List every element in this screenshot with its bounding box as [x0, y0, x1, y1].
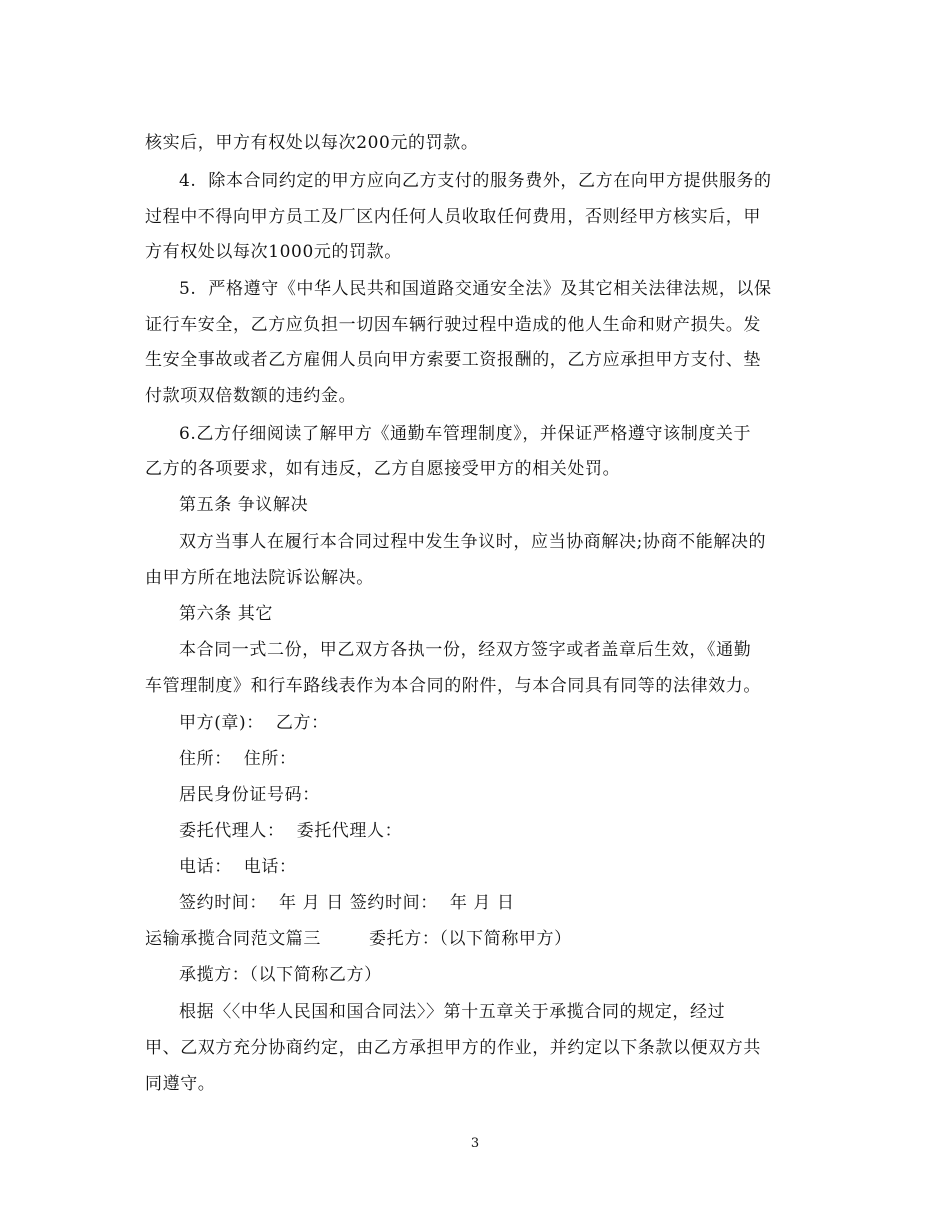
- text-line: 本合同一式二份，甲乙双方各执一份，经双方签字或者盖章后生效，《通勤: [179, 640, 752, 660]
- section-title: 运输承揽合同范文篇三 委托方：（以下简称甲方）: [145, 929, 572, 949]
- text-line: 双方当事人在履行本合同过程中发生争议时，应当协商解决;协商不能解决的: [179, 532, 767, 552]
- text-line: 车管理制度》和行车路线表作为本合同的附件，与本合同具有同等的法律效力。: [145, 676, 761, 696]
- text-line: 乙方的各项要求，如有违反，乙方自愿接受甲方的相关处罚。: [145, 459, 621, 479]
- text-line: 承揽方：（以下简称乙方）: [179, 965, 382, 985]
- text-line: 过程中不得向甲方员工及厂区内任何人员收取任何费用，否则经甲方核实后，甲: [145, 207, 761, 227]
- signature-field: 委托代理人： 委托代理人：: [179, 821, 403, 841]
- signature-field: 甲方(章)： 乙方：: [179, 713, 329, 733]
- signature-field: 签约时间： 年 月 日 签约时间： 年 月 日: [179, 893, 515, 913]
- section-heading: 第六条 其它: [179, 604, 274, 624]
- text-line: 甲、乙双方充分协商约定，由乙方承担甲方的作业，并约定以下条款以便双方共: [145, 1038, 761, 1058]
- text-line: 6.乙方仔细阅读了解甲方《通勤车管理制度》，并保证严格遵守该制度关于: [179, 424, 752, 444]
- text-line: 付款项双倍数额的违约金。: [145, 386, 357, 406]
- page-number: 3: [470, 1136, 480, 1151]
- text-line: 同遵守。: [145, 1074, 216, 1094]
- text-line: 4. 除本合同约定的甲方应向乙方支付的服务费外，乙方在向甲方提供服务的: [179, 171, 772, 191]
- text-line: 5. 严格遵守《中华人民共和国道路交通安全法》及其它相关法律法规，以保: [179, 279, 772, 299]
- text-line: 生安全事故或者乙方雇佣人员向甲方索要工资报酬的，乙方应承担甲方支付、垫: [145, 350, 761, 370]
- text-line: 方有权处以每次1000元的罚款。: [145, 242, 402, 262]
- section-heading: 第五条 争议解决: [179, 495, 309, 515]
- text-line: 核实后，甲方有权处以每次200元的罚款。: [145, 133, 479, 153]
- signature-field: 居民身份证号码：: [179, 785, 320, 805]
- text-line: 证行车安全，乙方应负担一切因车辆行驶过程中造成的他人生命和财产损失。发: [145, 315, 761, 335]
- signature-field: 电话： 电话：: [179, 857, 297, 877]
- text-line: 根据〈〈中华人民国和国合同法〉〉第十五章关于承揽合同的规定，经过: [179, 1002, 726, 1022]
- text-line: 由甲方所在地法院诉讼解决。: [145, 568, 374, 588]
- signature-field: 住所： 住所：: [179, 749, 297, 769]
